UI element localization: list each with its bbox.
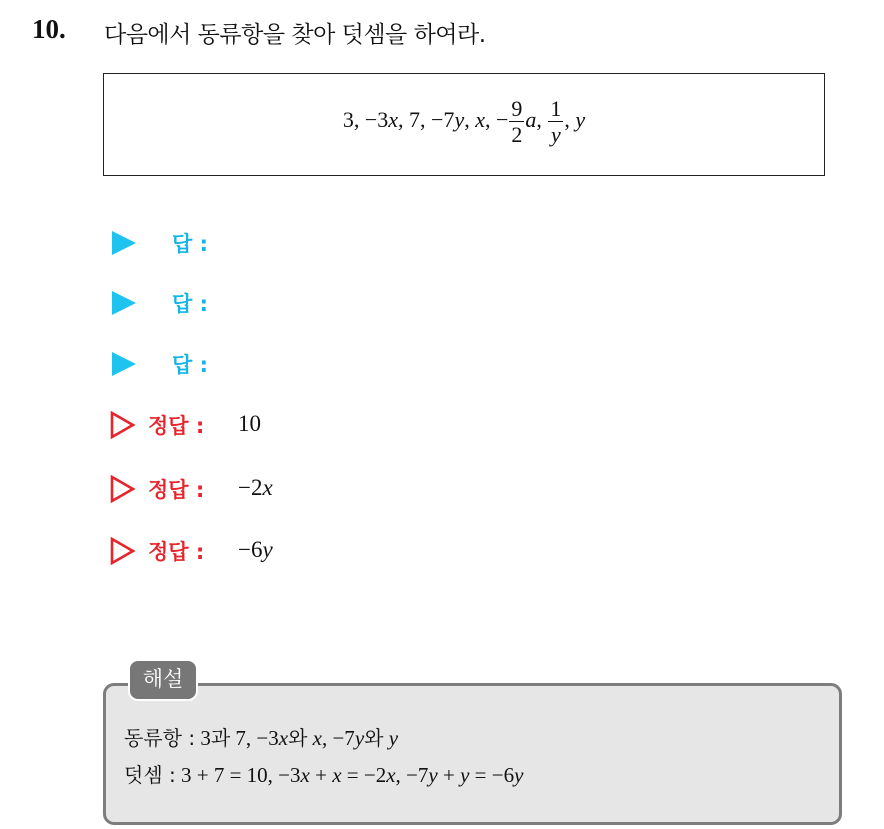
correct-value bbox=[238, 537, 273, 563]
term: 7, bbox=[409, 106, 426, 132]
coefficient: −2 bbox=[238, 475, 263, 500]
answer-label: 답 : bbox=[172, 292, 208, 316]
fraction-denominator: 2 bbox=[511, 122, 523, 148]
math-text: 3 bbox=[200, 726, 211, 750]
math-text: , −7 bbox=[321, 726, 355, 750]
variable: y bbox=[388, 726, 399, 750]
play-triangle-icon bbox=[112, 231, 136, 255]
correct-label: 정답 : bbox=[148, 478, 205, 502]
math-text: + bbox=[309, 763, 333, 787]
correct-label: 정답 : bbox=[148, 414, 205, 438]
math-text: = −6 bbox=[469, 763, 515, 787]
expression-box bbox=[103, 73, 825, 176]
variable: y bbox=[354, 726, 365, 750]
variable: x bbox=[300, 763, 310, 787]
variable: x bbox=[262, 475, 273, 500]
variable: y bbox=[428, 763, 438, 787]
answer-label: 답 : bbox=[172, 353, 208, 377]
explanation-line-1 bbox=[124, 722, 398, 751]
comma: , bbox=[464, 106, 470, 132]
variable: x bbox=[312, 726, 322, 750]
variable: x bbox=[332, 763, 342, 787]
correct-value bbox=[238, 475, 273, 501]
question-text: 다음에서 동류항을 찾아 덧셈을 하여라. bbox=[104, 22, 486, 48]
explanation-tab: 해설 bbox=[128, 659, 198, 701]
fraction-numerator: 1 bbox=[550, 96, 562, 121]
expression bbox=[104, 96, 824, 148]
math-text: + bbox=[437, 763, 461, 787]
math-text: 7, −3 bbox=[235, 726, 279, 750]
variable: a bbox=[525, 106, 537, 132]
variable: x bbox=[386, 763, 396, 787]
addition-label: 덧셈 : bbox=[124, 763, 176, 787]
variable: x bbox=[388, 106, 399, 132]
korean-particle: 과 bbox=[210, 726, 231, 750]
play-triangle-icon bbox=[112, 291, 136, 315]
question-number: 10. bbox=[32, 14, 66, 44]
math-text: = −2 bbox=[341, 763, 387, 787]
math-text: 3 + 7 = 10, −3 bbox=[181, 763, 301, 787]
variable: y bbox=[575, 106, 586, 132]
answer-label: 답 : bbox=[172, 232, 208, 256]
explanation-line-2 bbox=[124, 759, 523, 788]
fraction-denominator: y bbox=[551, 122, 561, 148]
term: 3, bbox=[342, 106, 360, 132]
term: −3 bbox=[364, 106, 389, 132]
variable: y bbox=[514, 763, 524, 787]
fraction-one-over-y bbox=[548, 96, 563, 148]
fraction-nine-halves bbox=[509, 96, 524, 148]
correct-value: 10 bbox=[238, 411, 261, 436]
term: −7 bbox=[431, 106, 455, 132]
outline-triangle-icon bbox=[110, 537, 136, 565]
comma: , bbox=[484, 106, 491, 132]
play-triangle-icon bbox=[112, 352, 136, 376]
variable: x bbox=[278, 726, 289, 750]
variable: y bbox=[454, 106, 465, 132]
variable: y bbox=[262, 537, 273, 562]
variable: x bbox=[475, 106, 485, 132]
korean-particle: 와 bbox=[364, 726, 384, 750]
explanation-box bbox=[103, 683, 842, 825]
outline-triangle-icon bbox=[110, 475, 136, 503]
coefficient: −6 bbox=[238, 537, 263, 562]
comma: , bbox=[536, 106, 542, 132]
fraction-numerator: 9 bbox=[511, 96, 523, 121]
comma: , bbox=[564, 106, 570, 132]
comma: , bbox=[398, 106, 404, 132]
outline-triangle-icon bbox=[110, 411, 136, 439]
correct-label: 정답 : bbox=[148, 540, 205, 564]
minus-sign: − bbox=[495, 106, 509, 132]
variable: y bbox=[460, 763, 470, 787]
math-text: , −7 bbox=[395, 763, 429, 787]
korean-particle: 와 bbox=[288, 726, 308, 750]
like-terms-label: 동류항 : bbox=[124, 726, 196, 750]
